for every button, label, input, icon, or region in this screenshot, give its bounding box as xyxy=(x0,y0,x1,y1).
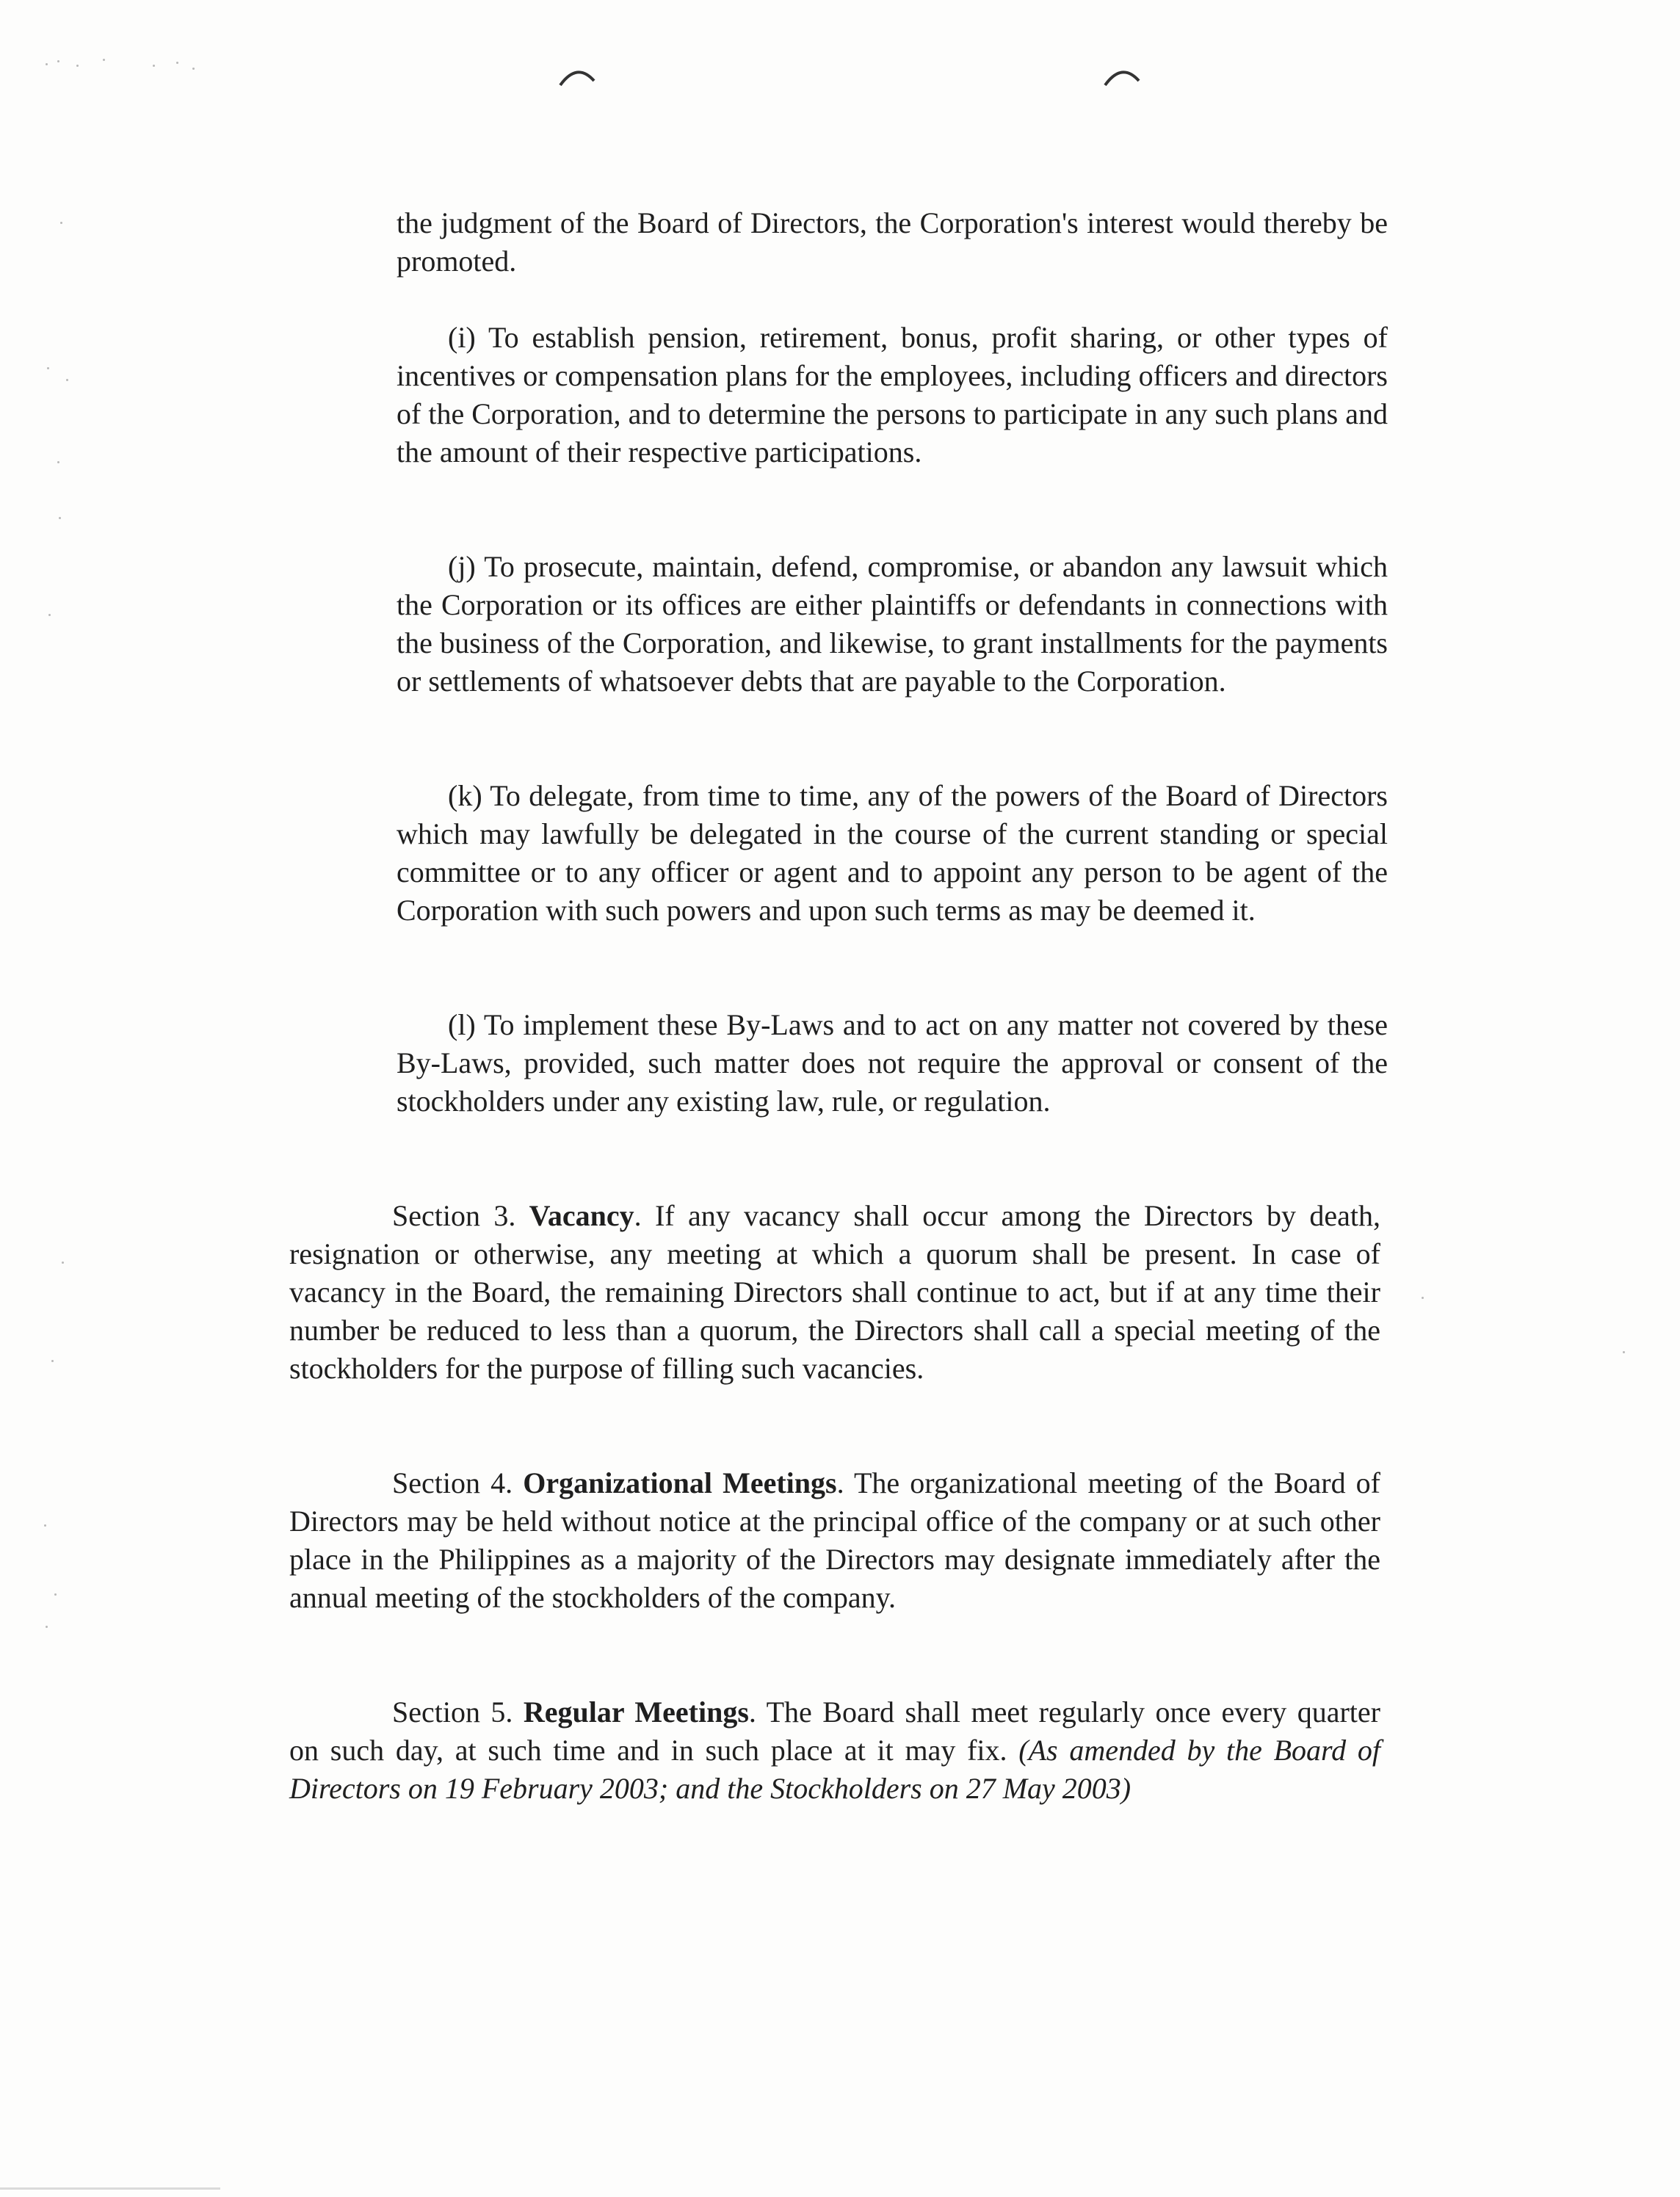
item-i-paragraph: (i) To establish pension, retirement, bonus, profit sharing, or other types of incentives or compensation plans for the employees, including officers and directors of the Corporation, and to determine the persons to participate in any such plans and the amount of their respective participations. xyxy=(397,321,1388,468)
section-5-prefix: Section 5. xyxy=(392,1695,524,1729)
section-3-title: Vacancy xyxy=(529,1199,634,1232)
section-3-prefix: Section 3. xyxy=(392,1199,529,1232)
continuation-paragraph: the judgment of the Board of Directors, the Corporation's interest would thereby be promoted. xyxy=(397,206,1388,278)
section-3-body: . If any vacancy shall occur among the Directors by death, resignation or otherwise, any meeting at which a quorum shall be present. In case of vacancy in the Board, the remaining Directors shall continue to act, but if at any time their number be reduced to less than a quorum, the Directors shall call a special meeting of the stockholders for the purpose of filling such vacancies. xyxy=(289,1199,1381,1385)
item-l-paragraph: (l) To implement these By-Laws and to act on any matter not covered by these By-Laws, provided, such matter does not require the approval or consent of the stockholders under any existing law, rule, or regulation. xyxy=(397,1008,1388,1118)
section-5-amendment-note: (As amended by the Board of Directors on 19 February 2003; and the Stockholders on 27 May 2003) xyxy=(289,1734,1380,1805)
section-4-paragraph xyxy=(289,1464,1380,1617)
item-k-paragraph: (k) To delegate, from time to time, any of the powers of the Board of Directors which may lawfully be delegated in the course of the current standing or special committee or to any officer or agent and to appoint any person to be agent of the Corporation with such powers and upon such terms as may be deemed it. xyxy=(397,779,1388,927)
punch-hole-mark-left xyxy=(558,66,596,88)
section-4-title: Organizational Meetings xyxy=(523,1466,837,1499)
punch-hole-mark-right xyxy=(1103,66,1141,88)
item-j-paragraph: (j) To prosecute, maintain, defend, compromise, or abandon any lawsuit which the Corporation or its offices are either plaintiffs or defendants in connections with the business of the Corporation, and likewise, to grant installments for the payments or settlements of whatsoever debts that are payable to the Corporation. xyxy=(397,550,1388,698)
section-4-body: . The organizational meeting of the Board of Directors may be held without notice at the principal office of the company or at such other place in the Philippines as a majority of the Directors may designate immediately after the annual meeting of the stockholders of the company. xyxy=(289,1466,1380,1614)
scan-edge-line xyxy=(0,2187,220,2190)
section-5-title: Regular Meetings xyxy=(523,1695,749,1729)
section-4-prefix: Section 4. xyxy=(392,1466,524,1499)
section-5-paragraph xyxy=(289,1693,1380,1808)
section-3-paragraph xyxy=(289,1197,1380,1388)
section-5-body: . The Board shall meet regularly once every quarter on such day, at such time and in such place at it may fix. xyxy=(289,1695,1380,1767)
